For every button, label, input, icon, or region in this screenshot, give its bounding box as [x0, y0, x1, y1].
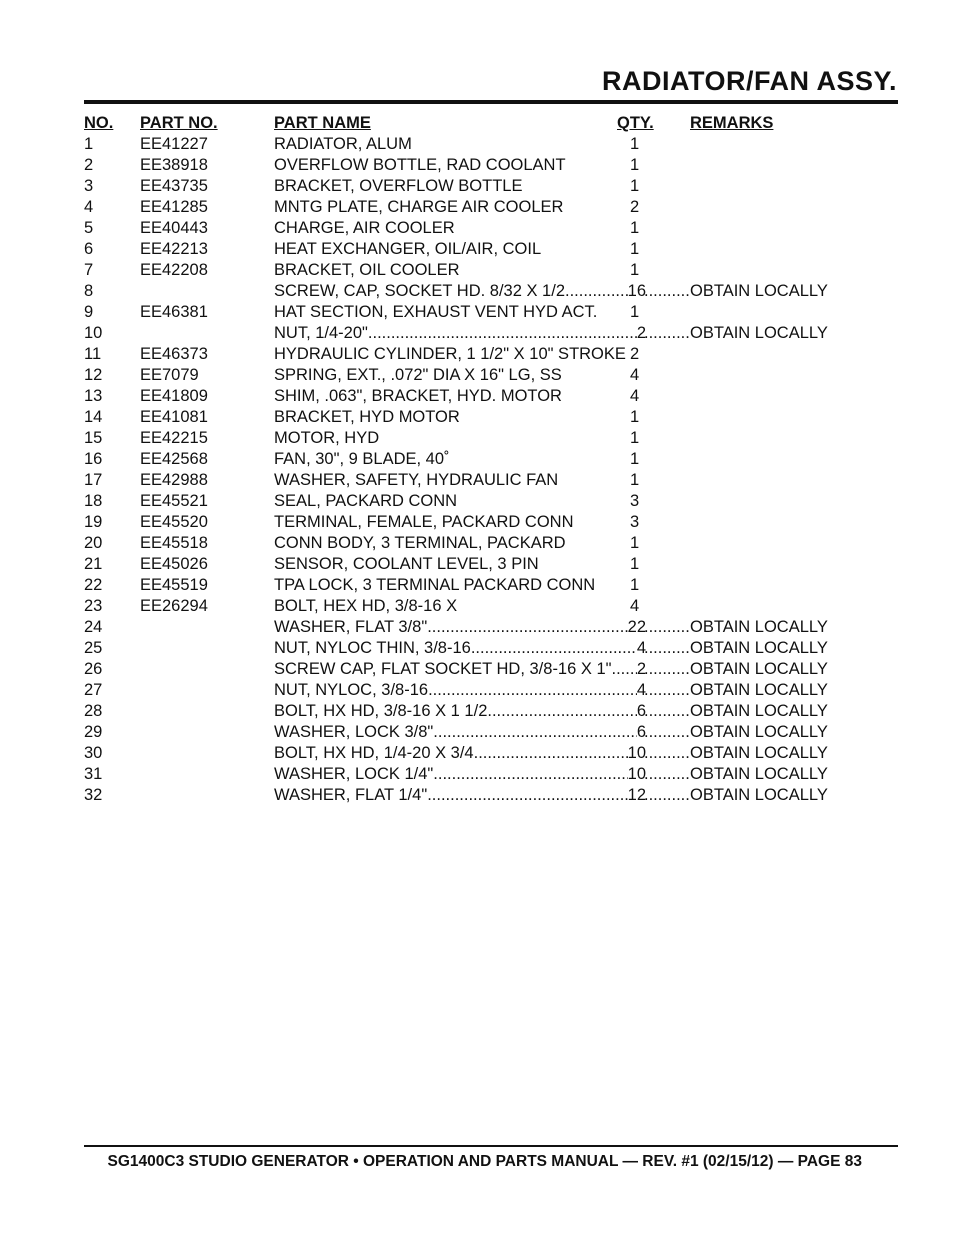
- row-no: 6: [84, 240, 94, 258]
- table-row: [84, 218, 898, 239]
- table-row: [84, 197, 898, 218]
- row-name-qty-remarks: [274, 785, 646, 806]
- col-header-part-name: PART NAME: [274, 114, 371, 132]
- row-qty: 3: [630, 513, 640, 531]
- row-part-name: CHARGE, AIR COOLER: [274, 219, 455, 237]
- row-part-name: SCREW CAP, FLAT SOCKET HD, 3/8-16 X 1": [274, 660, 612, 678]
- table-row: [84, 512, 898, 533]
- row-remarks: OBTAIN LOCALLY: [690, 744, 828, 762]
- leader-dots: [644, 701, 690, 722]
- row-part-name: HYDRAULIC CYLINDER, 1 1/2" X 10" STROKE: [274, 345, 626, 363]
- row-qty: 22: [627, 618, 646, 636]
- row-part-name: WASHER, FLAT 1/4": [274, 786, 428, 804]
- row-part-no: EE42213: [140, 240, 208, 258]
- table-row: [84, 491, 898, 512]
- row-part-name: FAN, 30", 9 BLADE, 40˚: [274, 450, 450, 468]
- row-qty: 6: [636, 723, 646, 741]
- row-part-name: OVERFLOW BOTTLE, RAD COOLANT: [274, 156, 566, 174]
- table-row: [84, 281, 898, 302]
- row-part-no: EE42988: [140, 471, 208, 489]
- page-footer: SG1400C3 STUDIO GENERATOR • OPERATION AND PARTS MANUAL — REV. #1 (02/15/12) — PAGE 83: [107, 1153, 862, 1170]
- table-header: [84, 113, 898, 134]
- row-qty: 4: [636, 639, 646, 657]
- row-part-name: WASHER, FLAT 3/8": [274, 618, 428, 636]
- row-no: 7: [84, 261, 94, 279]
- row-no: 13: [84, 387, 103, 405]
- row-qty: 2: [636, 324, 646, 342]
- row-part-no: EE42215: [140, 429, 208, 447]
- row-part-no: EE40443: [140, 219, 208, 237]
- row-part-no: EE45518: [140, 534, 208, 552]
- row-no: 3: [84, 177, 94, 195]
- leader-dots: [644, 785, 690, 806]
- row-remarks: OBTAIN LOCALLY: [690, 786, 828, 804]
- row-no: 4: [84, 198, 94, 216]
- table-row: [84, 785, 898, 806]
- leader-dots: [471, 638, 637, 659]
- row-name-qty-remarks: [274, 659, 646, 680]
- footer-rule: [84, 1145, 898, 1147]
- row-part-no: EE7079: [140, 366, 199, 384]
- parts-table: [84, 113, 898, 806]
- leader-dots: [433, 722, 637, 743]
- row-remarks: OBTAIN LOCALLY: [690, 324, 828, 342]
- leader-dots: [368, 323, 637, 344]
- table-row: [84, 743, 898, 764]
- row-remarks: OBTAIN LOCALLY: [690, 681, 828, 699]
- row-part-no: EE46381: [140, 303, 208, 321]
- row-name-qty-remarks: [274, 281, 646, 302]
- col-header-remarks: REMARKS: [690, 114, 774, 132]
- table-row: [84, 596, 898, 617]
- table-row: [84, 407, 898, 428]
- leader-dots: [644, 638, 690, 659]
- page-title: RADIATOR/FAN ASSY.: [601, 66, 897, 96]
- table-row: [84, 617, 898, 638]
- row-qty: 1: [630, 303, 640, 321]
- leader-dots: [474, 743, 628, 764]
- row-part-name: MNTG PLATE, CHARGE AIR COOLER: [274, 198, 564, 216]
- row-part-no: EE46373: [140, 345, 208, 363]
- row-qty: 1: [630, 555, 640, 573]
- row-no: 30: [84, 744, 103, 762]
- row-part-name: SPRING, EXT., .072" DIA X 16" LG, SS: [274, 366, 562, 384]
- row-qty: 1: [630, 429, 640, 447]
- row-qty: 2: [636, 660, 646, 678]
- row-qty: 1: [630, 156, 640, 174]
- row-part-name: NUT, NYLOC THIN, 3/8-16: [274, 639, 471, 657]
- row-name-qty-remarks: [274, 323, 646, 344]
- table-row: [84, 134, 898, 155]
- table-row: [84, 155, 898, 176]
- row-remarks: OBTAIN LOCALLY: [690, 660, 828, 678]
- table-row: [84, 428, 898, 449]
- leader-dots: [565, 281, 628, 302]
- row-remarks: OBTAIN LOCALLY: [690, 765, 828, 783]
- row-name-qty-remarks: [274, 764, 646, 785]
- row-no: 22: [84, 576, 103, 594]
- row-part-name: MOTOR, HYD: [274, 429, 380, 447]
- table-row: [84, 575, 898, 596]
- table-row: [84, 344, 898, 365]
- row-name-qty-remarks: [274, 638, 646, 659]
- row-part-no: EE43735: [140, 177, 208, 195]
- row-qty: 6: [636, 702, 646, 720]
- row-no: 25: [84, 639, 103, 657]
- row-qty: 4: [630, 366, 640, 384]
- row-remarks: OBTAIN LOCALLY: [690, 618, 828, 636]
- leader-dots: [644, 323, 690, 344]
- row-no: 12: [84, 366, 103, 384]
- table-row: [84, 659, 898, 680]
- row-no: 32: [84, 786, 103, 804]
- row-part-name: WASHER, LOCK 1/4": [274, 765, 434, 783]
- row-part-name: NUT, 1/4-20": [274, 324, 368, 342]
- header-rule: [84, 100, 898, 104]
- row-qty: 1: [630, 450, 640, 468]
- row-no: 14: [84, 408, 103, 426]
- row-qty: 4: [636, 681, 646, 699]
- row-qty: 1: [630, 576, 640, 594]
- row-qty: 16: [627, 282, 646, 300]
- row-part-name: SCREW, CAP, SOCKET HD. 8/32 X 1/2: [274, 282, 565, 300]
- row-no: 16: [84, 450, 103, 468]
- row-part-name: TPA LOCK, 3 TERMINAL PACKARD CONN: [274, 576, 596, 594]
- leader-dots: [644, 281, 690, 302]
- col-header-qty: QTY.: [617, 114, 654, 132]
- row-qty: 2: [630, 345, 640, 363]
- row-qty: 4: [630, 387, 640, 405]
- row-no: 31: [84, 765, 103, 783]
- row-part-name: WASHER, LOCK 3/8": [274, 723, 434, 741]
- table-row: [84, 764, 898, 785]
- table-row: [84, 554, 898, 575]
- row-name-qty-remarks: [274, 680, 646, 701]
- row-remarks: OBTAIN LOCALLY: [690, 702, 828, 720]
- row-part-no: EE45520: [140, 513, 208, 531]
- row-part-no: EE45521: [140, 492, 208, 510]
- row-name-qty-remarks: [274, 743, 646, 764]
- row-part-name: BOLT, HX HD, 3/8-16 X 1 1/2: [274, 702, 488, 720]
- row-qty: 3: [630, 492, 640, 510]
- row-no: 18: [84, 492, 103, 510]
- row-remarks: OBTAIN LOCALLY: [690, 723, 828, 741]
- table-row: [84, 470, 898, 491]
- table-row: [84, 638, 898, 659]
- row-part-no: EE38918: [140, 156, 208, 174]
- row-no: 20: [84, 534, 103, 552]
- row-no: 27: [84, 681, 103, 699]
- row-part-name: TERMINAL, FEMALE, PACKARD CONN: [274, 513, 574, 531]
- row-qty: 10: [627, 765, 646, 783]
- row-no: 8: [84, 282, 94, 300]
- row-part-name: NUT, NYLOC, 3/8-16: [274, 681, 429, 699]
- leader-dots: [644, 659, 690, 680]
- row-name-qty-remarks: [274, 722, 646, 743]
- table-row: [84, 323, 898, 344]
- leader-dots: [433, 764, 627, 785]
- row-part-name: RADIATOR, ALUM: [274, 135, 412, 153]
- row-qty: 10: [627, 744, 646, 762]
- table-row: [84, 239, 898, 260]
- row-no: 19: [84, 513, 103, 531]
- row-qty: 1: [630, 408, 640, 426]
- table-row: [84, 701, 898, 722]
- row-qty: 1: [630, 240, 640, 258]
- row-part-name: BOLT, HEX HD, 3/8-16 X: [274, 597, 458, 615]
- col-header-no: NO.: [84, 114, 114, 132]
- leader-dots: [427, 785, 627, 806]
- row-no: 1: [84, 135, 94, 153]
- row-part-no: EE41227: [140, 135, 208, 153]
- row-part-name: SENSOR, COOLANT LEVEL, 3 PIN: [274, 555, 539, 573]
- row-part-name: SEAL, PACKARD CONN: [274, 492, 458, 510]
- row-no: 28: [84, 702, 103, 720]
- row-qty: 1: [630, 534, 640, 552]
- table-row: [84, 260, 898, 281]
- row-no: 2: [84, 156, 94, 174]
- row-part-name: BRACKET, HYD MOTOR: [274, 408, 460, 426]
- leader-dots: [612, 659, 637, 680]
- row-part-name: SHIM, .063", BRACKET, HYD. MOTOR: [274, 387, 562, 405]
- table-row: [84, 176, 898, 197]
- row-no: 24: [84, 618, 103, 636]
- table-row: [84, 386, 898, 407]
- row-name-qty-remarks: [274, 701, 646, 722]
- row-no: 5: [84, 219, 94, 237]
- row-no: 10: [84, 324, 103, 342]
- row-no: 17: [84, 471, 103, 489]
- table-row: [84, 302, 898, 323]
- row-part-name: HAT SECTION, EXHAUST VENT HYD ACT.: [274, 303, 598, 321]
- leader-dots: [487, 701, 636, 722]
- row-part-no: EE45519: [140, 576, 208, 594]
- row-part-no: EE41081: [140, 408, 208, 426]
- leader-dots: [427, 617, 627, 638]
- row-part-no: EE41285: [140, 198, 208, 216]
- row-no: 29: [84, 723, 103, 741]
- leader-dots: [644, 680, 690, 701]
- row-part-no: EE42208: [140, 261, 208, 279]
- leader-dots: [644, 764, 690, 785]
- row-no: 26: [84, 660, 103, 678]
- row-qty: 1: [630, 471, 640, 489]
- row-name-qty-remarks: [274, 617, 646, 638]
- row-part-name: BRACKET, OIL COOLER: [274, 261, 460, 279]
- row-qty: 1: [630, 177, 640, 195]
- row-part-name: HEAT EXCHANGER, OIL/AIR, COIL: [274, 240, 542, 258]
- row-part-no: EE41809: [140, 387, 208, 405]
- row-qty: 12: [627, 786, 646, 804]
- row-no: 21: [84, 555, 103, 573]
- leader-dots: [428, 680, 637, 701]
- row-part-name: WASHER, SAFETY, HYDRAULIC FAN: [274, 471, 559, 489]
- col-header-part-no: PART NO.: [140, 114, 218, 132]
- row-no: 11: [84, 345, 102, 363]
- row-remarks: OBTAIN LOCALLY: [690, 282, 828, 300]
- leader-dots: [644, 617, 690, 638]
- row-no: 23: [84, 597, 103, 615]
- row-part-no: EE42568: [140, 450, 208, 468]
- row-no: 9: [84, 303, 94, 321]
- row-qty: 1: [630, 135, 640, 153]
- row-part-name: BOLT, HX HD, 1/4-20 X 3/4: [274, 744, 474, 762]
- row-part-no: EE26294: [140, 597, 208, 615]
- row-part-no: EE45026: [140, 555, 208, 573]
- leader-dots: [644, 722, 690, 743]
- row-qty: 2: [630, 198, 640, 216]
- row-qty: 1: [630, 261, 640, 279]
- row-remarks: OBTAIN LOCALLY: [690, 639, 828, 657]
- table-row: [84, 722, 898, 743]
- row-part-name: BRACKET, OVERFLOW BOTTLE: [274, 177, 523, 195]
- row-qty: 1: [630, 219, 640, 237]
- row-part-name: CONN BODY, 3 TERMINAL, PACKARD: [274, 534, 566, 552]
- row-no: 15: [84, 429, 103, 447]
- table-row: [84, 365, 898, 386]
- table-row: [84, 680, 898, 701]
- table-row: [84, 533, 898, 554]
- row-qty: 4: [630, 597, 640, 615]
- leader-dots: [644, 743, 690, 764]
- table-row: [84, 449, 898, 470]
